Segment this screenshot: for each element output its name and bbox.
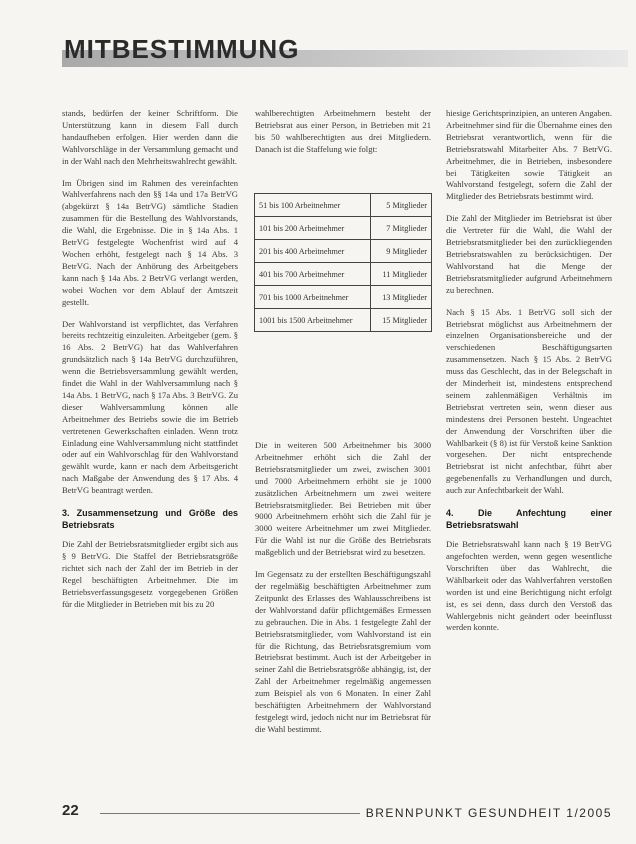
table-cell: 401 bis 700 Arbeitnehmer (255, 263, 371, 286)
paragraph: Die Zahl der Mitglieder im Betriebsrat ist über die Vertreter für die Wahl, die Wahl der Betriebsratsmitglieder bei den zurückliegenden Betriebsratswahlen zu berücksichtigen. Der Wahlvorstand hat die Menge der Betriebsratsmitglieder aufgrund Arbeitnehmern zu berechnen. (446, 213, 612, 295)
table-cell: 101 bis 200 Arbeitnehmer (255, 217, 371, 240)
table-row (255, 263, 432, 286)
table-row (255, 217, 432, 240)
page-number: 22 (62, 802, 79, 819)
column-2-lower (255, 440, 431, 746)
table-row (255, 194, 432, 217)
section-heading: 4. Die Anfechtung einer Betriebsratswahl (446, 508, 612, 531)
page-title: MITBESTIMMUNG (64, 34, 300, 64)
paragraph: Der Wahlvorstand ist verpflichtet, das Verfahren bereits rechtzeitig einzuleiten. Arbeitgeber (gem. § 16 Abs. 2 BetrVG) hat das Wahlverfahren grundsätzlich nach § 14a BetrVG durchzuführen, wenn die Betriebsversammlung gewählt werden, findet die Wahl in der Wahlversammlung nach § 14a Abs. 1 BetrVG, nach § 17a Abs. 3 BetrVG. Zu dieser Wahlversammlung können alle Arbeitnehmer des Betriebs sowie die im Betrieb vertretenen Gewerkschaften einladen. Wenn trotz Einladung eine Wahlversammlung nicht stattfindet oder auf ein Wahlvorschlag für den Wahlvorstand gewählt wurde, kann er nach dem Arbeitsgericht nach Maßgabe der Anwendung des § 17 Abs. 4 BetrVG beantragt werden. (62, 318, 238, 496)
column-1 (62, 108, 238, 621)
paragraph: hiesige Gerichtsprinzipien, an unteren Angaben. Arbeitnehmer sind für die Übernahme eines den Betriebsrat verantwortlich, wenn für die Betriebsratswahl Mitarbeiter Abs. 7 BetrVG. Arbeitnehmer, die in Betrieben, insbesondere bei Tätigkeiten sowie Tätigkeit an Wahlvorstand festgelegt, sofern die Zahl der Mitglieder des Betriebsrats bestimmt wird. (446, 108, 612, 202)
paragraph: Die in weiteren 500 Arbeitnehmer bis 3000 Arbeitnehmer erhöht sich die Zahl der Betriebsratsmitglieder um zwei, zwischen 3001 und 7000 Arbeitnehmern erhöht sie je 1000 zusätzlichen Arbeitnehmern um zwei weitere Betriebsratsmitglieder. Bei Betrieben mit über 9000 Arbeitnehmern erhöht sich die Zahl für je 3000 weitere Arbeitnehmer um zwei Mitglieder. Für die Wahl ist nur die Größe des Betriebsrats maßgeblich und der Betriebsrat wird zu besetzen. (255, 440, 431, 558)
paragraph: Nach § 15 Abs. 1 BetrVG soll sich der Betriebsrat möglichst aus Arbeitnehmern der einzelnen Organisationsbereiche und der verschiedenen Beschäftigungsarten zusammensetzen. Nach § 15 Abs. 2 BetrVG muss das Geschlecht, das in der Belegschaft in der Minderheit ist, mindestens entsprechend seinem zahlenmäßigen Verhältnis im Betriebsrat vertreten sein, wenn dieser aus mindestens drei Personen besteht. Ungeachtet der Anwendung der Vorschriften über die Wahlbarkeit (§ 8) ist für Verstoß keine Sanktion vorgesehen. Der nicht entsprechende Betriebsrat ist nicht anfechtbar, führt aber gegebenenfalls zu Verhandlungen und durch, auch zur Anfechtbarkeit der Wahl. (446, 306, 612, 496)
table-row (255, 240, 432, 263)
table-cell: 201 bis 400 Arbeitnehmer (255, 240, 371, 263)
column-3 (446, 108, 612, 644)
paragraph: wahlberechtigten Arbeitnehmern besteht der Betriebsrat aus einer Person, in Betrieben mit 21 bis 50 wahlberechtigten aus drei Mitgliedern. Danach ist die Staffelung wie folgt: (255, 108, 431, 154)
page-header (62, 30, 628, 70)
staffel-table (254, 193, 432, 332)
table-cell: 1001 bis 1500 Arbeitnehmer (255, 309, 371, 332)
paragraph: stands, bedürfen der keiner Schriftform. Die Unterstützung kann in diesem Fall durch handaufheben erfolgen. Hier werden dann die Wahlvorschläge in der Versammlung gemacht und in der Wahl nach den Mehrheitswahlrecht gewählt. (62, 108, 238, 166)
table-cell: 701 bis 1000 Arbeitnehmer (255, 286, 371, 309)
table-cell: 9 Mitglieder (371, 240, 432, 263)
column-2 (255, 108, 431, 166)
section-heading: 3. Zusammensetzung und Größe des Betriebsrats (62, 508, 238, 531)
table-cell: 51 bis 100 Arbeitnehmer (255, 194, 371, 217)
table-cell: 7 Mitglieder (371, 217, 432, 240)
table-cell: 11 Mitglieder (371, 263, 432, 286)
paragraph: Die Zahl der Betriebsratsmitglieder ergibt sich aus § 9 BetrVG. Die Staffel der Betriebsratsgröße richtet sich nach der Zahl der im Betrieb in der Regel beschäftigten Arbeitnehmer. Die im Betriebsverfassungsgesetz vorgegebenen Größen für die Mitglieder in Betrieben mit bis zu 20 (62, 539, 238, 609)
table-cell: 5 Mitglieder (371, 194, 432, 217)
paragraph: Die Betriebsratswahl kann nach § 19 BetrVG angefochten werden, wenn gegen wesentliche Vorschriften über das Wahlrecht, die Wählbarkeit oder das Wahlverfahren verstoßen worden ist und eine Berichtigung nicht erfolgt ist, es sei denn, dass durch den Verstoß das Wahlergebnis nicht geändert oder beeinflusst werden konnte. (446, 539, 612, 633)
table-cell: 15 Mitglieder (371, 309, 432, 332)
paragraph: Im Gegensatz zu der erstellten Beschäftigungszahl der regelmäßig beschäftigten Arbeitnehmer zum Zeitpunkt des Erlasses des Wahlausschreibens ist der Wahlvorstand dafür pflichtgemäßes Ermessen zu gebrauchen. Die in Abs. 1 festgelegte Zahl der Betriebsratsmitglieder, vom Wahlvorstand ist ein für die Richtung, das Betriebsratsgremium vom Betriebsrat bestimmt. Auch ist der Arbeitgeber in seiner Zahl die Betriebsratsgröße abhängig, ist, der Zahl der Arbeitnehmer regelmäßig angemessen zum Beispiel als von 6 Monaten. In einer Zahl beschäftigten Arbeitnehmern der Wahlvorstand festgelegt wird, jedoch nicht nur im Betriebsrat für die Wahl bestimmt. (255, 569, 431, 734)
table-row (255, 309, 432, 332)
table-cell: 13 Mitglieder (371, 286, 432, 309)
publication-title: BRENNPUNKT GESUNDHEIT 1/2005 (360, 806, 612, 820)
paragraph: Im Übrigen sind im Rahmen des vereinfachten Wahlverfahrens nach den §§ 14a und 17a BetrVG (abgekürzt § 14a BetrVG) sämtliche Stadien zusammen für die Bestellung des Wahlvorstands, die Wahl, die Ergebnisse. Die in § 14a Abs. 1 BetrVG festgelegte Wochenfrist wird auf 4 Wochen erhöht, festgelegt nach § 14 Abs. 3 BetrVG. Nach der Anhörung des Arbeitgebers kann nach § 14a Abs. 2 BetrVG verlangt werden, wobei Wochen vor dem Ablauf der Amtszeit gestellt. (62, 177, 238, 307)
table-row (255, 286, 432, 309)
